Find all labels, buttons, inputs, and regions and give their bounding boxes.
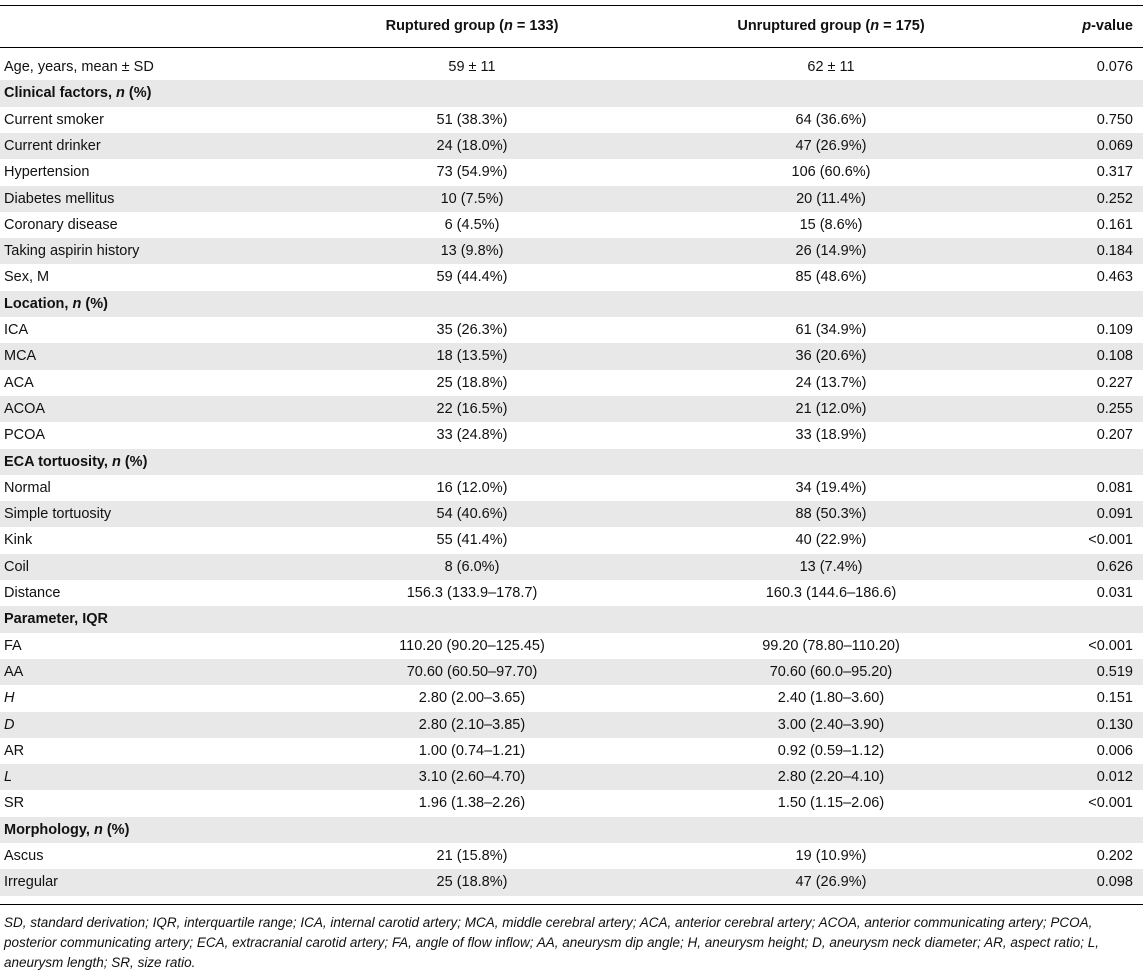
row-label: ICA [4, 322, 29, 338]
unruptured-value: 26 (14.9%) [795, 243, 867, 260]
p-value: 0.184 [1096, 243, 1133, 260]
row-label: AA [4, 663, 24, 680]
table-row [0, 738, 1143, 764]
ruptured-value: 8 (6.0%) [444, 558, 500, 575]
header-p-value: p-value [1082, 18, 1133, 34]
row-label: Hypertension [4, 164, 90, 181]
p-value: 0.076 [1096, 59, 1133, 75]
header-ruptured-group: Ruptured group (n = 133) [385, 18, 559, 34]
unruptured-value: 70.60 (60.0–95.20) [769, 663, 893, 680]
row-label: Current smoker [4, 111, 104, 128]
row-label: ACOA [4, 400, 46, 417]
table-row [0, 843, 1143, 869]
row-label: Location, n (%) [4, 295, 108, 312]
row-label: MCA [4, 348, 37, 365]
ruptured-value: 51 (38.3%) [436, 111, 508, 128]
unruptured-value: 160.3 (144.6–186.6) [765, 585, 897, 601]
ruptured-value: 110.20 (90.20–125.45) [399, 637, 545, 654]
p-value: 0.006 [1096, 742, 1133, 759]
row-label: Clinical factors, n (%) [4, 85, 152, 102]
ruptured-value: 10 (7.5%) [440, 190, 504, 207]
unruptured-value: 88 (50.3%) [795, 506, 867, 523]
ruptured-value: 73 (54.9%) [436, 164, 508, 181]
row-label: Simple tortuosity [4, 506, 112, 523]
row-label: D [4, 716, 15, 733]
unruptured-value: 33 (18.9%) [795, 427, 867, 444]
table-row [0, 475, 1143, 501]
unruptured-value: 62 ± 11 [807, 59, 855, 75]
row-label: ACA [4, 374, 34, 391]
p-value: <0.001 [1088, 795, 1133, 812]
table-row [0, 580, 1143, 606]
table-row [0, 264, 1143, 290]
p-value: 0.463 [1096, 269, 1133, 286]
table-row [0, 54, 1143, 80]
unruptured-value: 40 (22.9%) [795, 532, 867, 549]
table-row [0, 554, 1143, 580]
row-label: Normal [4, 479, 51, 496]
table-row [0, 317, 1143, 343]
ruptured-value: 35 (26.3%) [436, 322, 508, 338]
unruptured-value: 2.80 (2.20–4.10) [777, 769, 885, 786]
p-value: <0.001 [1088, 637, 1133, 654]
p-value: 0.207 [1096, 427, 1133, 444]
unruptured-value: 0.92 (0.59–1.12) [777, 742, 885, 759]
table-row [0, 685, 1143, 711]
row-label: Kink [4, 532, 33, 549]
table-row [0, 133, 1143, 159]
p-value: 0.081 [1096, 479, 1133, 496]
table-header-rule [0, 47, 1143, 48]
ruptured-value: 2.80 (2.10–3.85) [418, 716, 526, 733]
p-value: 0.108 [1096, 348, 1133, 365]
p-value: 0.109 [1096, 322, 1133, 338]
row-label: Coil [4, 558, 29, 575]
row-label: Ascus [4, 848, 44, 864]
p-value: 0.012 [1096, 769, 1133, 786]
ruptured-value: 3.10 (2.60–4.70) [418, 769, 526, 786]
row-label: Current drinker [4, 137, 101, 154]
row-label: Diabetes mellitus [4, 190, 115, 207]
row-label: ECA tortuosity, n (%) [4, 453, 148, 470]
p-value: 0.130 [1096, 716, 1133, 733]
row-label: PCOA [4, 427, 46, 444]
p-value: 0.519 [1096, 663, 1133, 680]
ruptured-value: 54 (40.6%) [436, 506, 508, 523]
unruptured-value: 1.50 (1.15–2.06) [777, 795, 885, 812]
table-row [0, 501, 1143, 527]
table-row [0, 764, 1143, 790]
p-value: 0.255 [1096, 400, 1133, 417]
row-label: Coronary disease [4, 216, 118, 233]
table-row [0, 370, 1143, 396]
p-value: 0.227 [1096, 374, 1133, 391]
p-value: 0.202 [1096, 848, 1133, 864]
p-value: 0.626 [1096, 558, 1133, 575]
ruptured-value: 13 (9.8%) [440, 243, 504, 260]
ruptured-value: 21 (15.8%) [436, 848, 508, 864]
ruptured-value: 55 (41.4%) [436, 532, 508, 549]
unruptured-value: 47 (26.9%) [795, 137, 867, 154]
row-label: FA [4, 637, 22, 654]
ruptured-value: 33 (24.8%) [436, 427, 508, 444]
row-label: Taking aspirin history [4, 243, 140, 260]
table-row [0, 107, 1143, 133]
ruptured-value: 156.3 (133.9–178.7) [406, 585, 538, 601]
unruptured-value: 21 (12.0%) [795, 400, 867, 417]
table-row [0, 869, 1143, 895]
section-header-row [0, 449, 1143, 475]
section-header-row [0, 80, 1143, 106]
unruptured-value: 64 (36.6%) [795, 111, 867, 128]
row-label: Age, years, mean ± SD [4, 59, 154, 75]
p-value: 0.252 [1096, 190, 1133, 207]
table-footnote: SD, standard derivation; IQR, interquartile range; ICA, internal carotid artery; MCA, middle cerebral artery; ACA, anterior cerebral artery; ACOA, anterior communicating artery; PCOA, posterior communicating artery; ECA, extracranial carotid artery; FA, angle of flow inflow; AA, aneurysm dip angle; H, aneurysm height; D, aneurysm neck diameter; AR, aspect ratio; L, aneurysm length; SR, size ratio. [4, 915, 1099, 970]
table-row [0, 212, 1143, 238]
unruptured-value: 106 (60.6%) [791, 164, 871, 181]
row-label: Distance [4, 585, 61, 601]
table-row [0, 659, 1143, 685]
header-unruptured-group: Unruptured group (n = 175) [737, 18, 925, 34]
section-header-row [0, 291, 1143, 317]
table-row [0, 396, 1143, 422]
unruptured-value: 61 (34.9%) [795, 322, 867, 338]
p-value: 0.161 [1096, 216, 1133, 233]
p-value: 0.098 [1096, 874, 1133, 891]
ruptured-value: 25 (18.8%) [436, 874, 508, 891]
ruptured-value: 59 (44.4%) [436, 269, 508, 286]
unruptured-value: 13 (7.4%) [799, 558, 863, 575]
table-row [0, 343, 1143, 369]
p-value: 0.069 [1096, 137, 1133, 154]
table-row [0, 527, 1143, 553]
table-row [0, 186, 1143, 212]
row-label: Parameter, IQR [4, 611, 108, 628]
ruptured-value: 16 (12.0%) [436, 479, 508, 496]
row-label: Irregular [4, 874, 58, 891]
row-label: Morphology, n (%) [4, 821, 130, 838]
row-label: H [4, 690, 15, 707]
table-header [0, 6, 1143, 47]
table-row [0, 159, 1143, 185]
ruptured-value: 6 (4.5%) [444, 216, 500, 233]
table-row [0, 422, 1143, 448]
table-row [0, 790, 1143, 816]
table-bottom-rule [0, 904, 1143, 905]
unruptured-value: 47 (26.9%) [795, 874, 867, 891]
unruptured-value: 2.40 (1.80–3.60) [777, 690, 885, 707]
ruptured-value: 70.60 (60.50–97.70) [406, 663, 538, 680]
p-value: 0.317 [1096, 164, 1133, 181]
row-label: AR [4, 742, 25, 759]
ruptured-value: 18 (13.5%) [436, 348, 508, 365]
unruptured-value: 20 (11.4%) [796, 190, 866, 207]
table-row [0, 633, 1143, 659]
unruptured-value: 24 (13.7%) [795, 374, 867, 391]
table-row [0, 712, 1143, 738]
section-header-row [0, 817, 1143, 843]
ruptured-value: 59 ± 11 [448, 59, 496, 75]
unruptured-value: 3.00 (2.40–3.90) [777, 716, 885, 733]
row-label: SR [4, 795, 25, 812]
ruptured-value: 2.80 (2.00–3.65) [418, 690, 526, 707]
unruptured-value: 99.20 (78.80–110.20) [762, 637, 900, 654]
ruptured-value: 25 (18.8%) [436, 374, 508, 391]
row-label: Sex, M [4, 269, 50, 286]
ruptured-value: 1.96 (1.38–2.26) [418, 795, 526, 812]
p-value: <0.001 [1088, 532, 1133, 549]
ruptured-value: 22 (16.5%) [436, 400, 508, 417]
unruptured-value: 36 (20.6%) [795, 348, 867, 365]
p-value: 0.750 [1096, 111, 1133, 128]
p-value: 0.151 [1096, 690, 1133, 707]
row-label: L [4, 769, 13, 786]
ruptured-value: 24 (18.0%) [436, 137, 508, 154]
unruptured-value: 15 (8.6%) [799, 216, 863, 233]
unruptured-value: 34 (19.4%) [795, 479, 867, 496]
ruptured-value: 1.00 (0.74–1.21) [418, 742, 526, 759]
section-header-row [0, 606, 1143, 632]
table-row [0, 238, 1143, 264]
p-value: 0.091 [1096, 506, 1133, 523]
unruptured-value: 85 (48.6%) [795, 269, 867, 286]
p-value: 0.031 [1096, 585, 1133, 601]
unruptured-value: 19 (10.9%) [795, 848, 867, 864]
